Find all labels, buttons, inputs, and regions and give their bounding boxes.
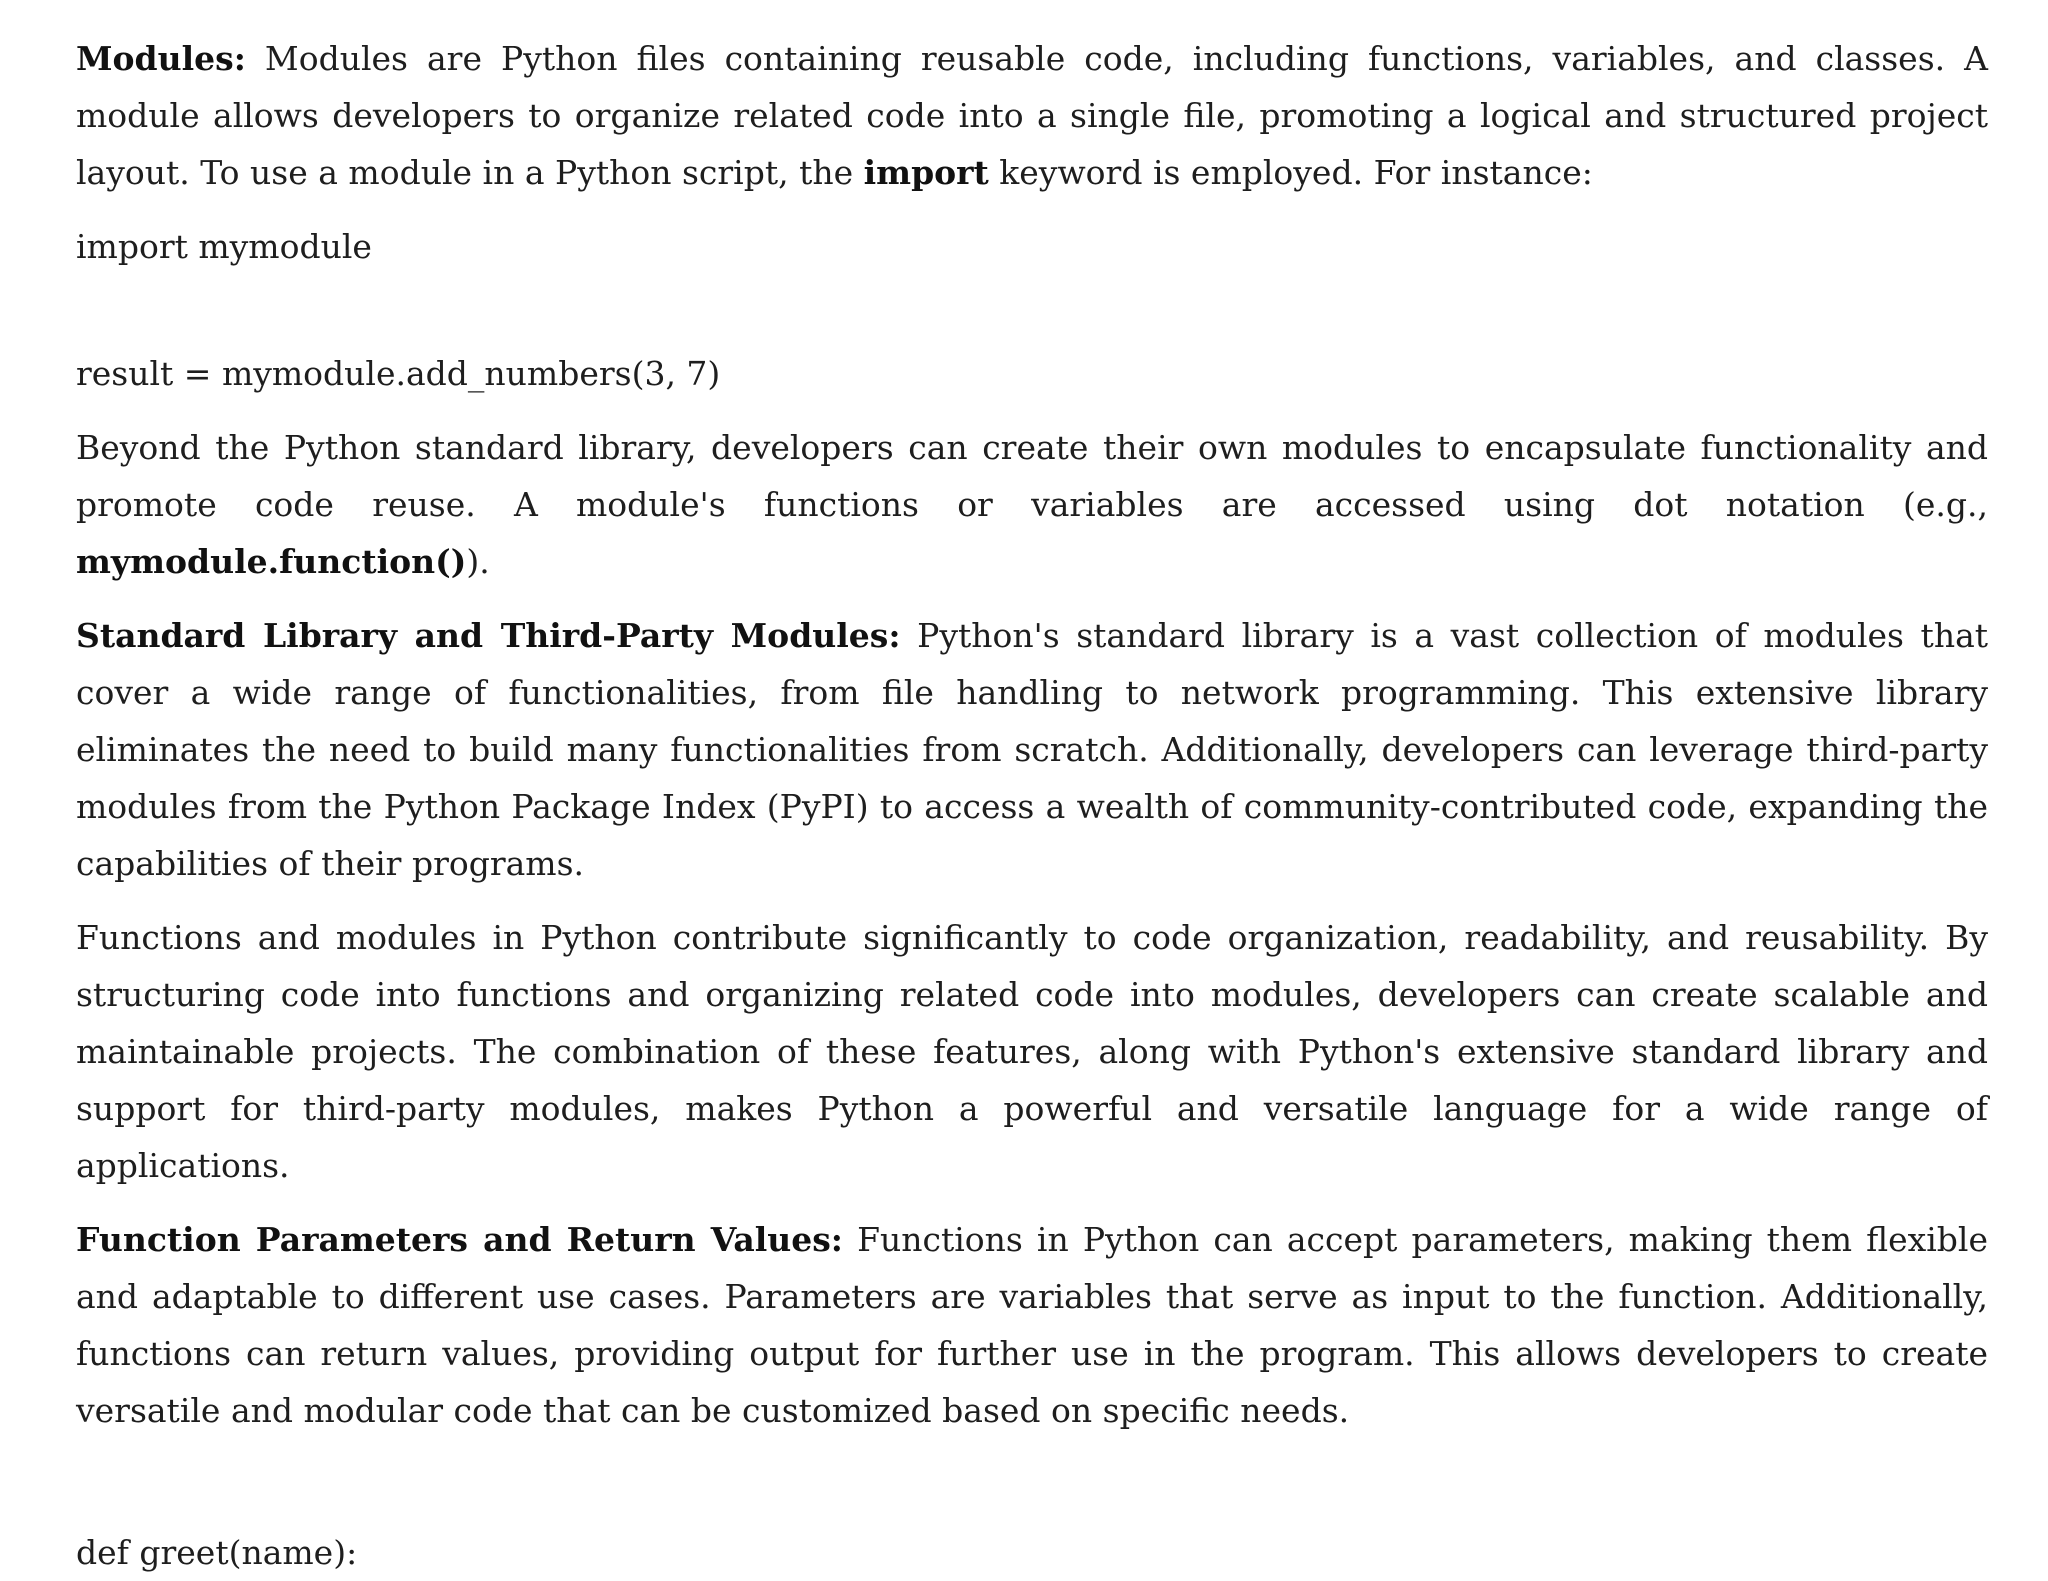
standard-library-text: Python's standard library is a vast collection of modules that cover a wide range of functionalities, from file handling to network programming. This extensive library eliminates the need to build many functionalities from scratch. Additionally, developers can leverage third-party modules from the Python Package Index (PyPI) to access a wealth of community-contributed code, expanding the capabilities of their programs.: [76, 616, 1989, 883]
dot-notation-example: mymodule.function(): [76, 542, 467, 581]
summary-text: Functions and modules in Python contribute significantly to code organization, readability, and reusability. By structuring code into functions and organizing related code into modules, developers can create scalable and maintainable projects. The combination of these features, along with Python's extensive standard library and support for third-party modules, makes Python a powerful and versatile language for a wide range of applications.: [76, 918, 1988, 1185]
code-import-line: import mymodule: [76, 227, 372, 266]
modules-text-end: keyword is employed. For instance:: [988, 153, 1593, 192]
document-page: [76, 30, 1988, 1581]
custom-modules-paragraph: [76, 419, 1988, 590]
modules-heading: Modules:: [76, 39, 246, 78]
standard-library-heading: Standard Library and Third-Party Modules:: [76, 616, 901, 655]
modules-text-start: Modules are Python files containing reusable code, including functions, variables, and classes. A module allows developers to organize related code into a single file, promoting a logical and structured project layout. To use a module in a Python script, the: [76, 39, 1988, 192]
import-keyword: import: [863, 153, 989, 192]
parameters-paragraph: [76, 1211, 1988, 1439]
code-def-line: def greet(name):: [76, 1533, 358, 1572]
code-result-line: result = mymodule.add_numbers(3, 7): [76, 354, 721, 393]
custom-modules-text-end: ).: [466, 542, 490, 581]
parameters-heading: Function Parameters and Return Values:: [76, 1220, 843, 1259]
parameters-text: Functions in Python can accept parameters, making them flexible and adaptable to different use cases. Parameters are variables that serve as input to the function. Additionally, functions can return values, providing output for further use in the program. This allows developers to create versatile and modular code that can be customized based on specific needs.: [76, 1220, 1988, 1430]
summary-paragraph: [76, 909, 1988, 1194]
standard-library-paragraph: [76, 607, 1988, 892]
code-blank-line: [76, 275, 1988, 345]
code-spacer: [76, 1456, 1988, 1524]
modules-paragraph: [76, 30, 1988, 201]
custom-modules-text-start: Beyond the Python standard library, developers can create their own modules to encapsulate functionality and promote code reuse. A module's functions or variables are accessed using dot notation (e.g.,: [76, 428, 1988, 524]
